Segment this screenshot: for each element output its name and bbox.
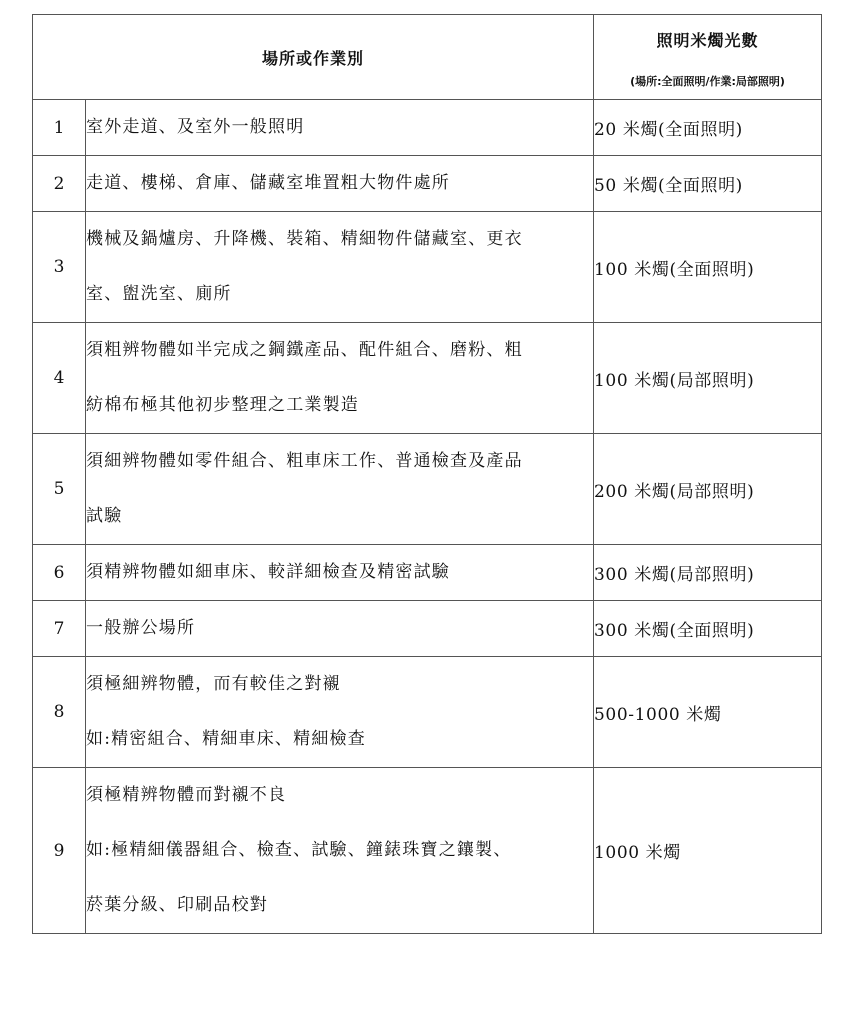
row-lux-value: 300 米燭(局部照明) [594,545,822,601]
lux-column-header [594,15,822,100]
description-line: 如:極精細儀器組合、檢查、試驗、鐘錶珠寶之鑲製、 [86,840,512,860]
place-column-header: 場所或作業別 [33,15,594,100]
table-row [33,545,822,601]
description-line: 走道、樓梯、倉庫、儲藏室堆置粗大物件處所 [86,173,450,193]
description-line: 機械及鍋爐房、升降機、裝箱、精細物件儲藏室、更衣 [86,229,523,249]
row-number: 2 [33,156,86,212]
row-number: 7 [33,601,86,657]
description-line: 如:精密組合、精細車床、精細檢查 [86,729,366,749]
description-line: 須極細辨物體，而有較佳之對襯 [86,674,341,694]
row-description [86,434,594,545]
description-line: 須極精辨物體而對襯不良 [86,785,287,805]
description-line: 室外走道、及室外一般照明 [86,117,305,137]
table-body [33,100,822,934]
table-row [33,212,822,323]
description-line: 菸葉分級、印刷品校對 [86,895,268,915]
row-number: 1 [33,100,86,156]
row-lux-value: 50 米燭(全面照明) [594,156,822,212]
row-description [86,212,594,323]
table-row [33,434,822,545]
table-row [33,768,822,934]
row-lux-value: 1000 米燭 [594,768,822,934]
description-line: 須細辨物體如零件組合、粗車床工作、普通檢查及產品 [86,451,523,471]
row-number: 8 [33,657,86,768]
table-row [33,657,822,768]
row-number: 6 [33,545,86,601]
lux-header-title: 照明米燭光數 [656,30,759,50]
row-description [86,156,594,212]
row-description [86,601,594,657]
row-description [86,657,594,768]
row-lux-value: 200 米燭(局部照明) [594,434,822,545]
lux-header-subtitle: (場所:全面照明/作業:局部照明) [630,74,785,88]
description-line: 試驗 [86,506,123,526]
table-row [33,100,822,156]
description-line: 須精辨物體如細車床、較詳細檢查及精密試驗 [86,562,450,582]
description-line: 須粗辨物體如半完成之鋼鐵產品、配件組合、磨粉、粗 [86,340,523,360]
row-description [86,100,594,156]
row-number: 3 [33,212,86,323]
row-lux-value: 20 米燭(全面照明) [594,100,822,156]
row-lux-value: 100 米燭(全面照明) [594,212,822,323]
row-number: 9 [33,768,86,934]
row-description [86,768,594,934]
row-number: 4 [33,323,86,434]
description-line: 紡棉布極其他初步整理之工業製造 [86,395,359,415]
table-row [33,323,822,434]
table-row [33,156,822,212]
row-lux-value: 500-1000 米燭 [594,657,822,768]
row-lux-value: 100 米燭(局部照明) [594,323,822,434]
row-number: 5 [33,434,86,545]
lighting-standards-table [32,14,822,934]
description-line: 室、盥洗室、廁所 [86,284,232,304]
description-line: 一般辦公場所 [86,618,196,638]
row-lux-value: 300 米燭(全面照明) [594,601,822,657]
row-description [86,323,594,434]
row-description [86,545,594,601]
table-row [33,601,822,657]
header-row [33,15,822,100]
